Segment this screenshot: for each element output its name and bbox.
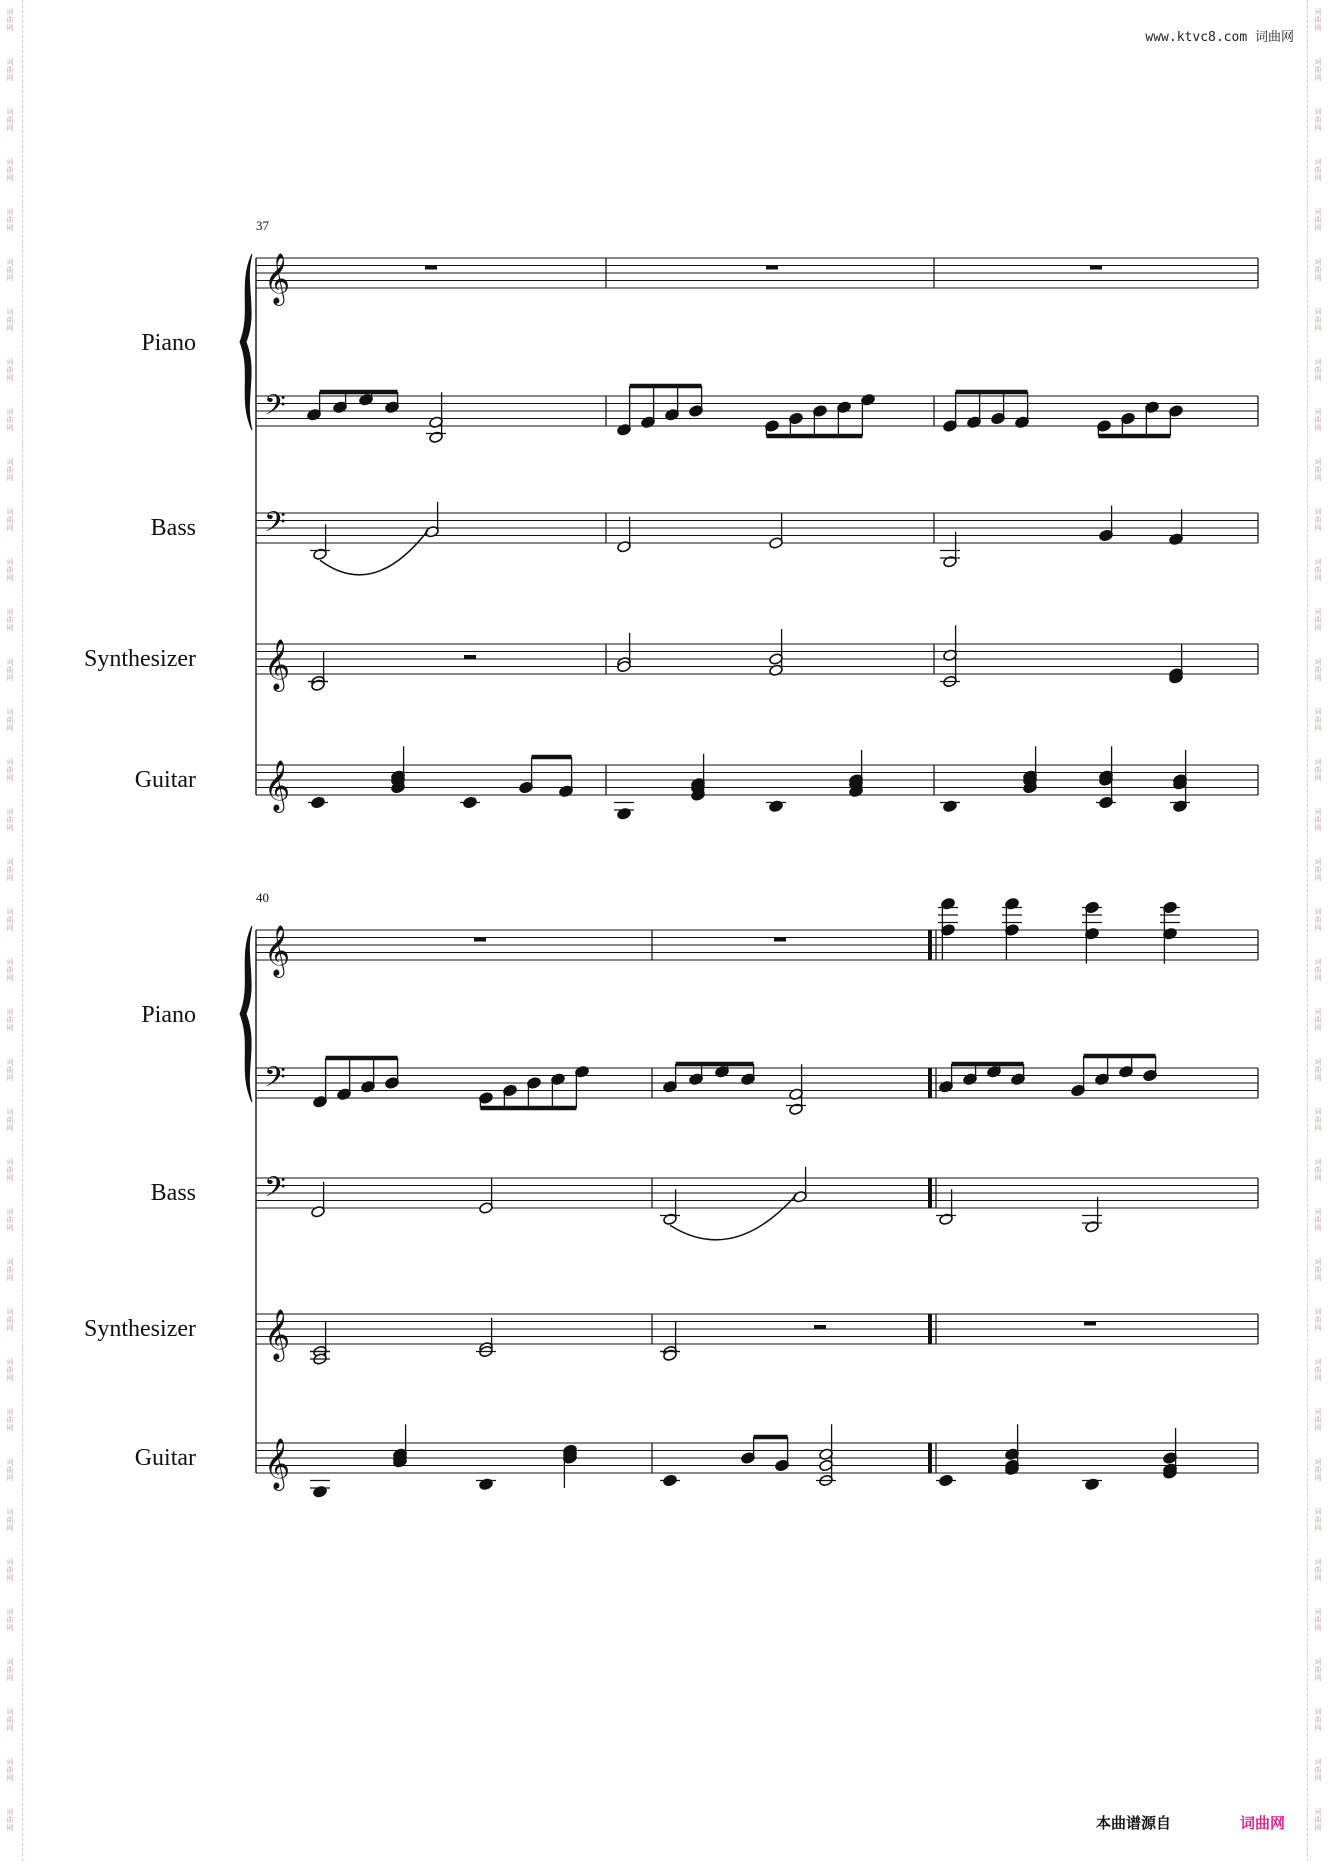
watermark-mark: 词 曲 网 [1314, 1658, 1322, 1682]
bass-clef-icon: 𝄢 [264, 506, 286, 546]
watermark-mark: 词 曲 网 [6, 1208, 14, 1232]
instrument-label: Guitar [134, 767, 196, 793]
watermark-mark: 词 曲 网 [1314, 508, 1322, 532]
footer-source-label: 本曲谱源自 [1096, 1814, 1172, 1832]
watermark-mark: 词 曲 网 [6, 608, 14, 632]
whole-rest-icon [766, 266, 778, 270]
instrument-label: Guitar [134, 1445, 196, 1471]
watermark-mark: 词 曲 网 [6, 1458, 14, 1482]
staff [256, 253, 1258, 306]
watermark-mark: 词 曲 网 [6, 708, 14, 732]
treble-clef-icon: 𝄞 [264, 1309, 291, 1360]
staff [256, 1171, 1258, 1211]
watermark-mark: 词 曲 网 [6, 1058, 14, 1082]
watermark-mark: 词 曲 网 [6, 1658, 14, 1682]
staff [256, 1309, 1258, 1362]
watermark-mark: 词 曲 网 [1314, 158, 1322, 182]
watermark-mark: 词 曲 网 [1314, 308, 1322, 332]
watermark-mark: 词 曲 网 [1314, 808, 1322, 832]
watermark-mark: 词 曲 网 [6, 458, 14, 482]
watermark-mark: 词 曲 网 [1314, 558, 1322, 582]
whole-rest-icon [1090, 266, 1102, 270]
watermark-mark: 词 曲 网 [1314, 708, 1322, 732]
watermark-mark: 词 曲 网 [1314, 1208, 1322, 1232]
watermark-mark: 词 曲 网 [6, 858, 14, 882]
watermark-mark: 词 曲 网 [1314, 858, 1322, 882]
instrument-label: Bass [150, 1180, 196, 1206]
treble-clef-icon: 𝄞 [264, 925, 291, 976]
watermark-mark: 词 曲 网 [6, 1258, 14, 1282]
watermark-mark: 词 曲 网 [6, 108, 14, 132]
score-root [84, 218, 1258, 1498]
brace-icon [240, 254, 252, 430]
watermark-mark: 词 曲 网 [1314, 908, 1322, 932]
watermark-mark: 词 曲 网 [1314, 1108, 1322, 1132]
watermark-mark: 词 曲 网 [1314, 1008, 1322, 1032]
watermark-mark: 词 曲 网 [6, 308, 14, 332]
watermark-mark: 词 曲 网 [6, 1108, 14, 1132]
watermark-mark: 词 曲 网 [6, 1358, 14, 1382]
notehead [769, 800, 784, 813]
whole-rest-icon [474, 938, 486, 942]
watermark-mark: 词 曲 网 [1314, 108, 1322, 132]
notehead [1085, 1478, 1100, 1491]
instrument-label: Piano [141, 1002, 196, 1028]
watermark-mark: 词 曲 网 [1314, 8, 1322, 32]
instrument-label: Bass [150, 515, 196, 541]
measure-number: 40 [256, 890, 269, 905]
half-rest-icon [464, 655, 476, 659]
staff [256, 1438, 1258, 1491]
watermark-mark: 词 曲 网 [1314, 1308, 1322, 1332]
watermark-mark: 词 曲 网 [1314, 258, 1322, 282]
watermark-mark: 词 曲 网 [6, 1158, 14, 1182]
watermark-mark: 词 曲 网 [6, 1708, 14, 1732]
footer-source-name: 词曲网 [1240, 1814, 1286, 1832]
watermark-mark: 词 曲 网 [6, 1808, 14, 1832]
bass-clef-icon: 𝄢 [264, 389, 286, 429]
watermark-mark: 词 曲 网 [1314, 1558, 1322, 1582]
watermark-mark: 词 曲 网 [1314, 608, 1322, 632]
watermark-mark: 词 曲 网 [6, 1608, 14, 1632]
watermark-mark: 词 曲 网 [6, 358, 14, 382]
treble-clef-icon: 𝄞 [264, 253, 291, 304]
watermark-mark: 词 曲 网 [6, 1508, 14, 1532]
watermark-mark: 词 曲 网 [6, 208, 14, 232]
watermark-mark: 词 曲 网 [1314, 1508, 1322, 1532]
treble-clef-icon: 𝄞 [264, 1438, 291, 1489]
watermark-mark: 词 曲 网 [6, 408, 14, 432]
watermark-mark: 词 曲 网 [1314, 408, 1322, 432]
watermark-mark: 词 曲 网 [6, 1408, 14, 1432]
header-site-name: 词曲网 [1254, 30, 1294, 45]
watermark-mark: 词 曲 网 [6, 558, 14, 582]
watermark-mark: 词 曲 网 [1314, 208, 1322, 232]
watermark-mark: 词 曲 网 [6, 908, 14, 932]
instrument-label: Piano [141, 330, 196, 356]
instrument-label: Synthesizer [84, 1316, 196, 1342]
score-system [84, 218, 1258, 813]
watermark-mark: 词 曲 网 [6, 258, 14, 282]
notehead [617, 807, 632, 820]
watermark-mark: 词 曲 网 [1314, 58, 1322, 82]
whole-rest-icon [774, 938, 786, 942]
watermark-mark: 词 曲 网 [1314, 1258, 1322, 1282]
header-site-url: www.ktvc8.com [1145, 30, 1248, 45]
measure-number: 37 [256, 218, 269, 233]
watermark-mark: 词 曲 网 [1314, 958, 1322, 982]
watermark-mark: 词 曲 网 [1314, 1608, 1322, 1632]
bass-clef-icon: 𝄢 [264, 1061, 286, 1101]
watermark-mark: 词 曲 网 [1314, 1758, 1322, 1782]
watermark-mark: 词 曲 网 [6, 1308, 14, 1332]
watermark-mark: 词 曲 网 [6, 958, 14, 982]
tie-arc [320, 530, 428, 575]
watermark-mark: 词 曲 网 [1314, 358, 1322, 382]
notehead [479, 1478, 494, 1491]
whole-rest-icon [425, 266, 437, 270]
treble-clef-icon: 𝄞 [264, 639, 291, 690]
watermark-mark: 词 曲 网 [6, 58, 14, 82]
watermark-mark: 词 曲 网 [1314, 758, 1322, 782]
whole-rest-icon [1084, 1322, 1096, 1326]
watermark-mark: 词 曲 网 [6, 1008, 14, 1032]
instrument-label: Synthesizer [84, 646, 196, 672]
watermark-mark: 词 曲 网 [1314, 1708, 1322, 1732]
watermark-mark: 词 曲 网 [1314, 1358, 1322, 1382]
watermark-mark: 词 曲 网 [6, 158, 14, 182]
staff [256, 925, 1258, 978]
watermark-mark: 词 曲 网 [6, 758, 14, 782]
watermark-mark: 词 曲 网 [6, 1558, 14, 1582]
score-system [84, 890, 1258, 1491]
staff [256, 639, 1258, 692]
system-2-notes [310, 897, 1180, 1498]
bass-clef-icon: 𝄢 [264, 1171, 286, 1211]
watermark-mark: 词 曲 网 [6, 808, 14, 832]
treble-clef-icon: 𝄞 [264, 760, 291, 811]
watermark-mark: 词 曲 网 [6, 1758, 14, 1782]
watermark-mark: 词 曲 网 [1314, 1158, 1322, 1182]
notehead [943, 800, 958, 813]
watermark-mark: 词 曲 网 [1314, 1458, 1322, 1482]
tie-arc [670, 1195, 796, 1240]
watermark-mark: 词 曲 网 [1314, 1808, 1322, 1832]
half-rest-icon [814, 1325, 826, 1329]
watermark-mark: 词 曲 网 [1314, 1058, 1322, 1082]
watermark-mark: 词 曲 网 [1314, 658, 1322, 682]
brace-icon [240, 926, 252, 1102]
watermark-mark: 词 曲 网 [6, 508, 14, 532]
watermark-mark: 词 曲 网 [6, 658, 14, 682]
watermark-mark: 词 曲 网 [1314, 458, 1322, 482]
notehead [313, 1485, 328, 1498]
watermark-mark: 词 曲 网 [6, 8, 14, 32]
watermark-mark: 词 曲 网 [1314, 1408, 1322, 1432]
